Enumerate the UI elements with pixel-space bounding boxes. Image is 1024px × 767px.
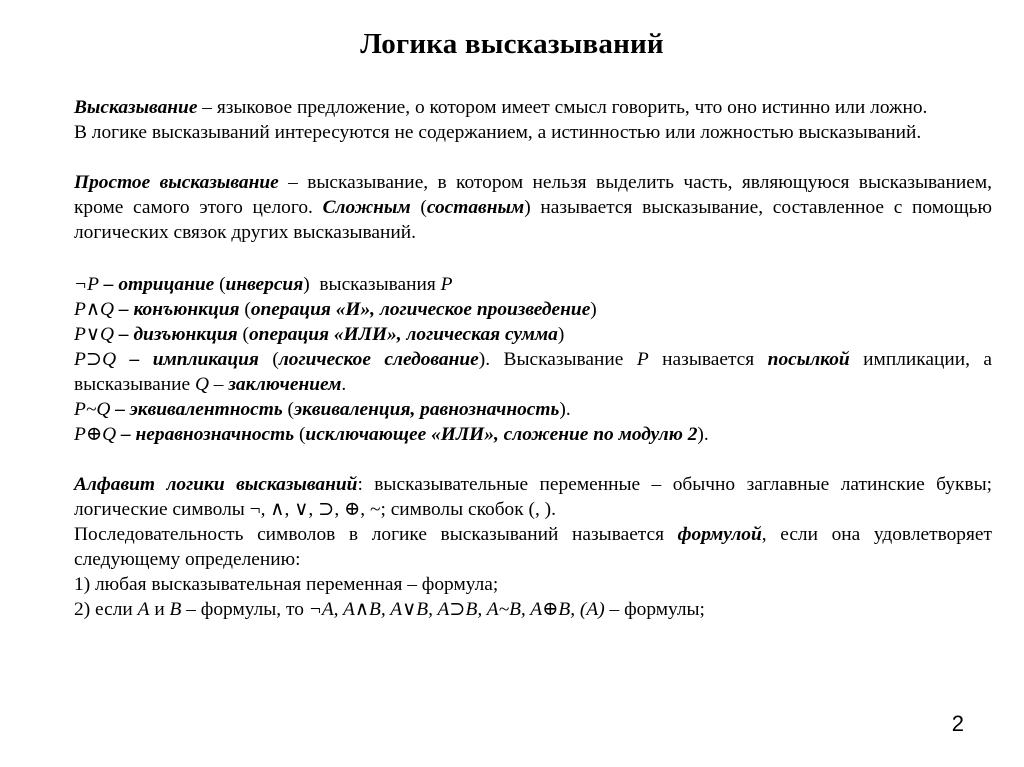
page-title: Логика высказываний — [360, 28, 664, 60]
formula-definition: Последовательность символов в логике высказываний называется формулой, если она удовлетворяет следующему определению: — [74, 524, 992, 570]
term-alphabet: Алфавит логики высказываний — [74, 474, 358, 495]
term-composite: составным — [426, 197, 525, 218]
definition-simple-statement: Простое высказывание – высказывание, в котором нельзя выделить часть, являющуюся высказыванием, кроме самого этого целого. Сложным (составным) называется высказывание, составленное с помощью логических связок других высказываний. — [74, 172, 992, 243]
rule-2: 2) если A и B – формулы, то ¬A, A∧B, A∨B, A⊃B, A~B, A⊕B, (A) – формулы; — [74, 599, 705, 620]
page-number: 2 — [951, 711, 964, 736]
term-complex: Сложным — [322, 197, 411, 218]
op-implication: P⊃Q – импликация (логическое следование). Высказывание P называется посылкой импликации, а высказывание Q – заключением. — [74, 349, 993, 395]
paragraph-interest: В логике высказываний интересуются не содержанием, а истинностью или ложностью высказываний. — [74, 122, 922, 143]
op-negation: ¬P – отрицание (инверсия) высказывания P — [74, 274, 453, 295]
op-equivalence: P~Q – эквивалентность (эквиваленция, равнозначность). — [74, 399, 571, 420]
rule-1: 1) любая высказывательная переменная – формула; — [74, 574, 499, 595]
term-formula: формулой — [677, 524, 762, 545]
op-xor: P⊕Q – неравнозначность (исключающее «ИЛИ», сложение по модулю 2). — [74, 424, 709, 445]
definition-statement: Высказывание – языковое предложение, о котором имеет смысл говорить, что оно истинно или ложно. — [74, 97, 928, 118]
op-conjunction: P∧Q – конъюнкция (операция «И», логическое произведение) — [74, 299, 597, 320]
term-simple: Простое высказывание — [74, 172, 279, 193]
op-disjunction: P∨Q – дизъюнкция (операция «ИЛИ», логическая сумма) — [74, 324, 565, 345]
alphabet-definition: Алфавит логики высказываний: высказывательные переменные – обычно заглавные латинские буквы; логические символы ¬, ∧, ∨, ⊃, ⊕, ~; символы скобок (, ). — [74, 474, 992, 520]
term-statement: Высказывание — [74, 97, 198, 118]
document-body — [74, 95, 992, 622]
